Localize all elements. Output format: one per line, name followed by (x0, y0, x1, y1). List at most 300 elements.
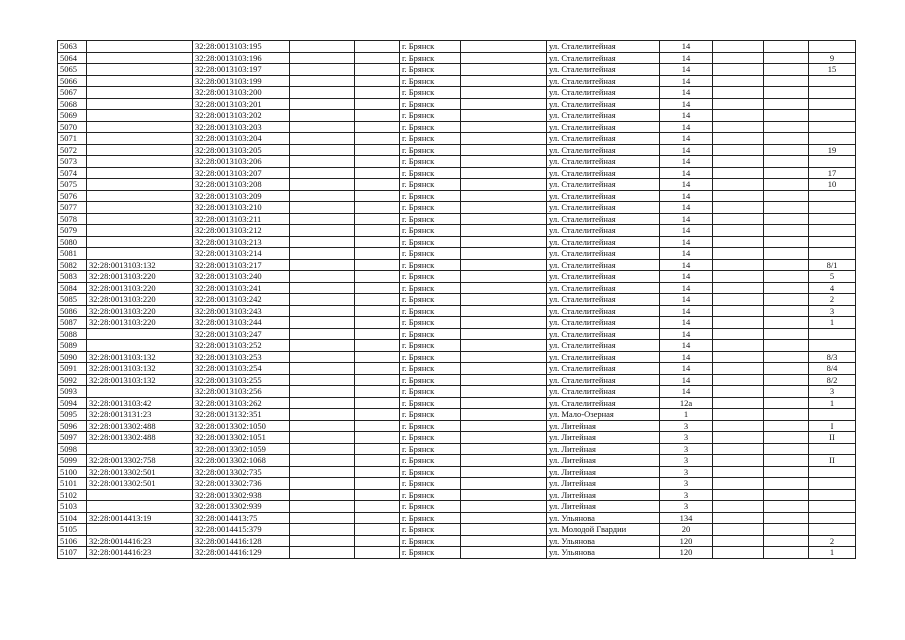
house-number-cell: 1 (660, 409, 713, 421)
empty-cell (355, 64, 400, 76)
parent-cadastral-cell (87, 167, 193, 179)
street-cell: ул. Сталелитейная (547, 190, 660, 202)
parent-cadastral-cell (87, 156, 193, 168)
empty-cell (355, 202, 400, 214)
apartment-cell: 2 (809, 535, 856, 547)
row-number-cell: 5090 (58, 351, 87, 363)
empty-cell (461, 64, 547, 76)
apartment-cell (809, 466, 856, 478)
empty-cell (355, 351, 400, 363)
empty-cell (713, 98, 764, 110)
empty-cell (355, 363, 400, 375)
city-cell: г. Брянск (400, 236, 461, 248)
parent-cadastral-cell: 32:28:0013103:132 (87, 374, 193, 386)
empty-cell (355, 374, 400, 386)
empty-cell (355, 294, 400, 306)
empty-cell (713, 52, 764, 64)
empty-cell (290, 202, 355, 214)
cadastral-number-cell: 32:28:0013103:210 (193, 202, 290, 214)
empty-cell (355, 512, 400, 524)
empty-cell (290, 432, 355, 444)
empty-cell (713, 294, 764, 306)
street-cell: ул. Сталелитейная (547, 328, 660, 340)
table-row (58, 133, 856, 145)
table-row (58, 512, 856, 524)
empty-cell (355, 248, 400, 260)
empty-cell (461, 466, 547, 478)
apartment-cell (809, 501, 856, 513)
apartment-cell: 10 (809, 179, 856, 191)
empty-cell (764, 52, 809, 64)
table-row (58, 87, 856, 99)
table-row (58, 294, 856, 306)
house-number-cell: 14 (660, 386, 713, 398)
empty-cell (290, 317, 355, 329)
row-number-cell: 5084 (58, 282, 87, 294)
city-cell: г. Брянск (400, 374, 461, 386)
house-number-cell: 14 (660, 41, 713, 53)
empty-cell (713, 478, 764, 490)
empty-cell (290, 351, 355, 363)
empty-cell (713, 202, 764, 214)
empty-cell (713, 259, 764, 271)
table-row (58, 98, 856, 110)
empty-cell (461, 489, 547, 501)
table-row (58, 75, 856, 87)
cadastral-number-cell: 32:28:0013103:207 (193, 167, 290, 179)
apartment-cell: 15 (809, 64, 856, 76)
empty-cell (355, 317, 400, 329)
house-number-cell: 14 (660, 271, 713, 283)
parent-cadastral-cell (87, 213, 193, 225)
empty-cell (461, 167, 547, 179)
house-number-cell: 14 (660, 156, 713, 168)
house-number-cell: 3 (660, 466, 713, 478)
house-number-cell: 14 (660, 75, 713, 87)
empty-cell (461, 98, 547, 110)
city-cell: г. Брянск (400, 363, 461, 375)
empty-cell (461, 351, 547, 363)
row-number-cell: 5069 (58, 110, 87, 122)
parent-cadastral-cell (87, 144, 193, 156)
city-cell: г. Брянск (400, 501, 461, 513)
empty-cell (713, 409, 764, 421)
street-cell: ул. Сталелитейная (547, 133, 660, 145)
empty-cell (764, 547, 809, 559)
empty-cell (764, 466, 809, 478)
row-number-cell: 5079 (58, 225, 87, 237)
row-number-cell: 5074 (58, 167, 87, 179)
empty-cell (764, 202, 809, 214)
street-cell: ул. Сталелитейная (547, 41, 660, 53)
table-row (58, 213, 856, 225)
street-cell: ул. Ульянова (547, 512, 660, 524)
house-number-cell: 14 (660, 236, 713, 248)
empty-cell (764, 190, 809, 202)
empty-cell (764, 87, 809, 99)
row-number-cell: 5066 (58, 75, 87, 87)
house-number-cell: 14 (660, 64, 713, 76)
table-row (58, 374, 856, 386)
parent-cadastral-cell (87, 489, 193, 501)
apartment-cell (809, 236, 856, 248)
cadastral-number-cell: 32:28:0013103:203 (193, 121, 290, 133)
cadastral-number-cell: 32:28:0013103:195 (193, 41, 290, 53)
apartment-cell: 4 (809, 282, 856, 294)
city-cell: г. Брянск (400, 52, 461, 64)
empty-cell (355, 455, 400, 467)
empty-cell (713, 213, 764, 225)
city-cell: г. Брянск (400, 328, 461, 340)
cadastral-number-cell: 32:28:0013103:256 (193, 386, 290, 398)
empty-cell (764, 397, 809, 409)
cadastral-number-cell: 32:28:0014416:128 (193, 535, 290, 547)
empty-cell (764, 225, 809, 237)
city-cell: г. Брянск (400, 248, 461, 260)
apartment-cell: 3 (809, 305, 856, 317)
empty-cell (764, 236, 809, 248)
row-number-cell: 5078 (58, 213, 87, 225)
empty-cell (713, 121, 764, 133)
empty-cell (461, 225, 547, 237)
empty-cell (461, 432, 547, 444)
empty-cell (355, 524, 400, 536)
parent-cadastral-cell (87, 110, 193, 122)
row-number-cell: 5073 (58, 156, 87, 168)
empty-cell (461, 179, 547, 191)
city-cell: г. Брянск (400, 524, 461, 536)
empty-cell (290, 489, 355, 501)
empty-cell (764, 110, 809, 122)
empty-cell (461, 202, 547, 214)
row-number-cell: 5102 (58, 489, 87, 501)
street-cell: ул. Сталелитейная (547, 248, 660, 260)
row-number-cell: 5077 (58, 202, 87, 214)
house-number-cell: 14 (660, 52, 713, 64)
row-number-cell: 5064 (58, 52, 87, 64)
house-number-cell: 3 (660, 455, 713, 467)
apartment-cell: II (809, 432, 856, 444)
city-cell: г. Брянск (400, 455, 461, 467)
apartment-cell (809, 524, 856, 536)
house-number-cell: 14 (660, 190, 713, 202)
parent-cadastral-cell: 32:28:0013131:23 (87, 409, 193, 421)
street-cell: ул. Сталелитейная (547, 374, 660, 386)
apartment-cell (809, 156, 856, 168)
empty-cell (290, 294, 355, 306)
city-cell: г. Брянск (400, 179, 461, 191)
empty-cell (290, 75, 355, 87)
empty-cell (461, 121, 547, 133)
empty-cell (764, 420, 809, 432)
empty-cell (461, 317, 547, 329)
empty-cell (461, 535, 547, 547)
cadastral-number-cell: 32:28:0013103:200 (193, 87, 290, 99)
empty-cell (713, 351, 764, 363)
city-cell: г. Брянск (400, 351, 461, 363)
property-register-table (57, 40, 856, 559)
house-number-cell: 14 (660, 305, 713, 317)
empty-cell (764, 98, 809, 110)
street-cell: ул. Литейная (547, 501, 660, 513)
cadastral-number-cell: 32:28:0013302:736 (193, 478, 290, 490)
parent-cadastral-cell (87, 443, 193, 455)
empty-cell (290, 248, 355, 260)
row-number-cell: 5065 (58, 64, 87, 76)
row-number-cell: 5103 (58, 501, 87, 513)
parent-cadastral-cell (87, 75, 193, 87)
empty-cell (764, 340, 809, 352)
cadastral-number-cell: 32:28:0013103:205 (193, 144, 290, 156)
empty-cell (290, 305, 355, 317)
city-cell: г. Брянск (400, 167, 461, 179)
empty-cell (290, 236, 355, 248)
empty-cell (713, 133, 764, 145)
street-cell: ул. Сталелитейная (547, 305, 660, 317)
empty-cell (764, 294, 809, 306)
row-number-cell: 5093 (58, 386, 87, 398)
empty-cell (713, 75, 764, 87)
table-body (58, 41, 856, 559)
city-cell: г. Брянск (400, 156, 461, 168)
row-number-cell: 5070 (58, 121, 87, 133)
empty-cell (764, 248, 809, 260)
empty-cell (355, 328, 400, 340)
empty-cell (290, 110, 355, 122)
empty-cell (461, 87, 547, 99)
house-number-cell: 12а (660, 397, 713, 409)
empty-cell (764, 328, 809, 340)
empty-cell (764, 213, 809, 225)
empty-cell (713, 248, 764, 260)
city-cell: г. Брянск (400, 144, 461, 156)
table-row (58, 305, 856, 317)
apartment-cell (809, 213, 856, 225)
parent-cadastral-cell: 32:28:0013103:220 (87, 282, 193, 294)
city-cell: г. Брянск (400, 466, 461, 478)
empty-cell (764, 271, 809, 283)
house-number-cell: 3 (660, 478, 713, 490)
house-number-cell: 3 (660, 489, 713, 501)
street-cell: ул. Сталелитейная (547, 179, 660, 191)
cadastral-number-cell: 32:28:0013103:241 (193, 282, 290, 294)
table-row (58, 121, 856, 133)
apartment-cell (809, 512, 856, 524)
city-cell: г. Брянск (400, 409, 461, 421)
empty-cell (355, 501, 400, 513)
empty-cell (290, 524, 355, 536)
city-cell: г. Брянск (400, 64, 461, 76)
street-cell: ул. Сталелитейная (547, 317, 660, 329)
empty-cell (713, 328, 764, 340)
empty-cell (355, 478, 400, 490)
table-row (58, 41, 856, 53)
empty-cell (355, 133, 400, 145)
apartment-cell: 8/1 (809, 259, 856, 271)
cadastral-number-cell: 32:28:0013302:939 (193, 501, 290, 513)
empty-cell (461, 190, 547, 202)
empty-cell (290, 52, 355, 64)
table-row (58, 317, 856, 329)
street-cell: ул. Литейная (547, 420, 660, 432)
empty-cell (764, 478, 809, 490)
apartment-cell (809, 110, 856, 122)
empty-cell (290, 374, 355, 386)
row-number-cell: 5072 (58, 144, 87, 156)
empty-cell (764, 363, 809, 375)
cadastral-number-cell: 32:28:0013103:197 (193, 64, 290, 76)
parent-cadastral-cell: 32:28:0013103:132 (87, 259, 193, 271)
house-number-cell: 14 (660, 133, 713, 145)
city-cell: г. Брянск (400, 420, 461, 432)
parent-cadastral-cell (87, 87, 193, 99)
city-cell: г. Брянск (400, 512, 461, 524)
city-cell: г. Брянск (400, 202, 461, 214)
city-cell: г. Брянск (400, 190, 461, 202)
empty-cell (461, 420, 547, 432)
empty-cell (713, 179, 764, 191)
table-row (58, 340, 856, 352)
parent-cadastral-cell: 32:28:0013103:220 (87, 294, 193, 306)
table-row (58, 489, 856, 501)
parent-cadastral-cell (87, 190, 193, 202)
empty-cell (764, 351, 809, 363)
empty-cell (290, 397, 355, 409)
empty-cell (290, 144, 355, 156)
table-row (58, 110, 856, 122)
empty-cell (713, 455, 764, 467)
apartment-cell: 2 (809, 294, 856, 306)
apartment-cell (809, 489, 856, 501)
empty-cell (290, 501, 355, 513)
house-number-cell: 14 (660, 202, 713, 214)
empty-cell (290, 271, 355, 283)
street-cell: ул. Литейная (547, 478, 660, 490)
row-number-cell: 5086 (58, 305, 87, 317)
street-cell: ул. Сталелитейная (547, 98, 660, 110)
parent-cadastral-cell: 32:28:0013103:42 (87, 397, 193, 409)
empty-cell (713, 443, 764, 455)
city-cell: г. Брянск (400, 271, 461, 283)
table-row (58, 190, 856, 202)
row-number-cell: 5082 (58, 259, 87, 271)
empty-cell (290, 455, 355, 467)
parent-cadastral-cell: 32:28:0014416:23 (87, 535, 193, 547)
cadastral-number-cell: 32:28:0013103:201 (193, 98, 290, 110)
empty-cell (764, 167, 809, 179)
empty-cell (764, 133, 809, 145)
apartment-cell (809, 443, 856, 455)
empty-cell (713, 87, 764, 99)
empty-cell (461, 386, 547, 398)
empty-cell (764, 305, 809, 317)
cadastral-number-cell: 32:28:0013103:254 (193, 363, 290, 375)
empty-cell (764, 75, 809, 87)
empty-cell (290, 167, 355, 179)
street-cell: ул. Сталелитейная (547, 75, 660, 87)
empty-cell (461, 409, 547, 421)
empty-cell (461, 41, 547, 53)
street-cell: ул. Сталелитейная (547, 167, 660, 179)
empty-cell (461, 248, 547, 260)
street-cell: ул. Сталелитейная (547, 363, 660, 375)
city-cell: г. Брянск (400, 443, 461, 455)
house-number-cell: 120 (660, 535, 713, 547)
parent-cadastral-cell (87, 121, 193, 133)
city-cell: г. Брянск (400, 259, 461, 271)
empty-cell (355, 87, 400, 99)
table-row (58, 248, 856, 260)
apartment-cell (809, 133, 856, 145)
apartment-cell: 1 (809, 547, 856, 559)
house-number-cell: 14 (660, 121, 713, 133)
empty-cell (355, 409, 400, 421)
apartment-cell: 1 (809, 397, 856, 409)
row-number-cell: 5083 (58, 271, 87, 283)
city-cell: г. Брянск (400, 133, 461, 145)
row-number-cell: 5101 (58, 478, 87, 490)
empty-cell (355, 110, 400, 122)
empty-cell (461, 340, 547, 352)
empty-cell (461, 363, 547, 375)
empty-cell (290, 466, 355, 478)
street-cell: ул. Литейная (547, 443, 660, 455)
row-number-cell: 5063 (58, 41, 87, 53)
cadastral-number-cell: 32:28:0013103:252 (193, 340, 290, 352)
table-row (58, 455, 856, 467)
empty-cell (713, 41, 764, 53)
table-row (58, 52, 856, 64)
empty-cell (461, 455, 547, 467)
street-cell: ул. Сталелитейная (547, 52, 660, 64)
empty-cell (461, 397, 547, 409)
empty-cell (355, 397, 400, 409)
parent-cadastral-cell: 32:28:0013103:132 (87, 363, 193, 375)
cadastral-number-cell: 32:28:0013103:214 (193, 248, 290, 260)
parent-cadastral-cell (87, 340, 193, 352)
parent-cadastral-cell: 32:28:0013103:132 (87, 351, 193, 363)
city-cell: г. Брянск (400, 225, 461, 237)
house-number-cell: 14 (660, 328, 713, 340)
empty-cell (290, 386, 355, 398)
house-number-cell: 3 (660, 443, 713, 455)
table-row (58, 328, 856, 340)
city-cell: г. Брянск (400, 41, 461, 53)
apartment-cell: 8/2 (809, 374, 856, 386)
empty-cell (355, 167, 400, 179)
empty-cell (764, 512, 809, 524)
empty-cell (461, 478, 547, 490)
empty-cell (713, 144, 764, 156)
empty-cell (764, 41, 809, 53)
street-cell: ул. Литейная (547, 489, 660, 501)
parent-cadastral-cell: 32:28:0013302:501 (87, 466, 193, 478)
empty-cell (290, 328, 355, 340)
empty-cell (713, 225, 764, 237)
empty-cell (290, 225, 355, 237)
apartment-cell (809, 328, 856, 340)
table-row (58, 64, 856, 76)
house-number-cell: 14 (660, 87, 713, 99)
parent-cadastral-cell: 32:28:0013302:758 (87, 455, 193, 467)
empty-cell (290, 98, 355, 110)
empty-cell (764, 282, 809, 294)
apartment-cell: I (809, 420, 856, 432)
table-row (58, 351, 856, 363)
table-row (58, 547, 856, 559)
row-number-cell: 5081 (58, 248, 87, 260)
street-cell: ул. Сталелитейная (547, 340, 660, 352)
